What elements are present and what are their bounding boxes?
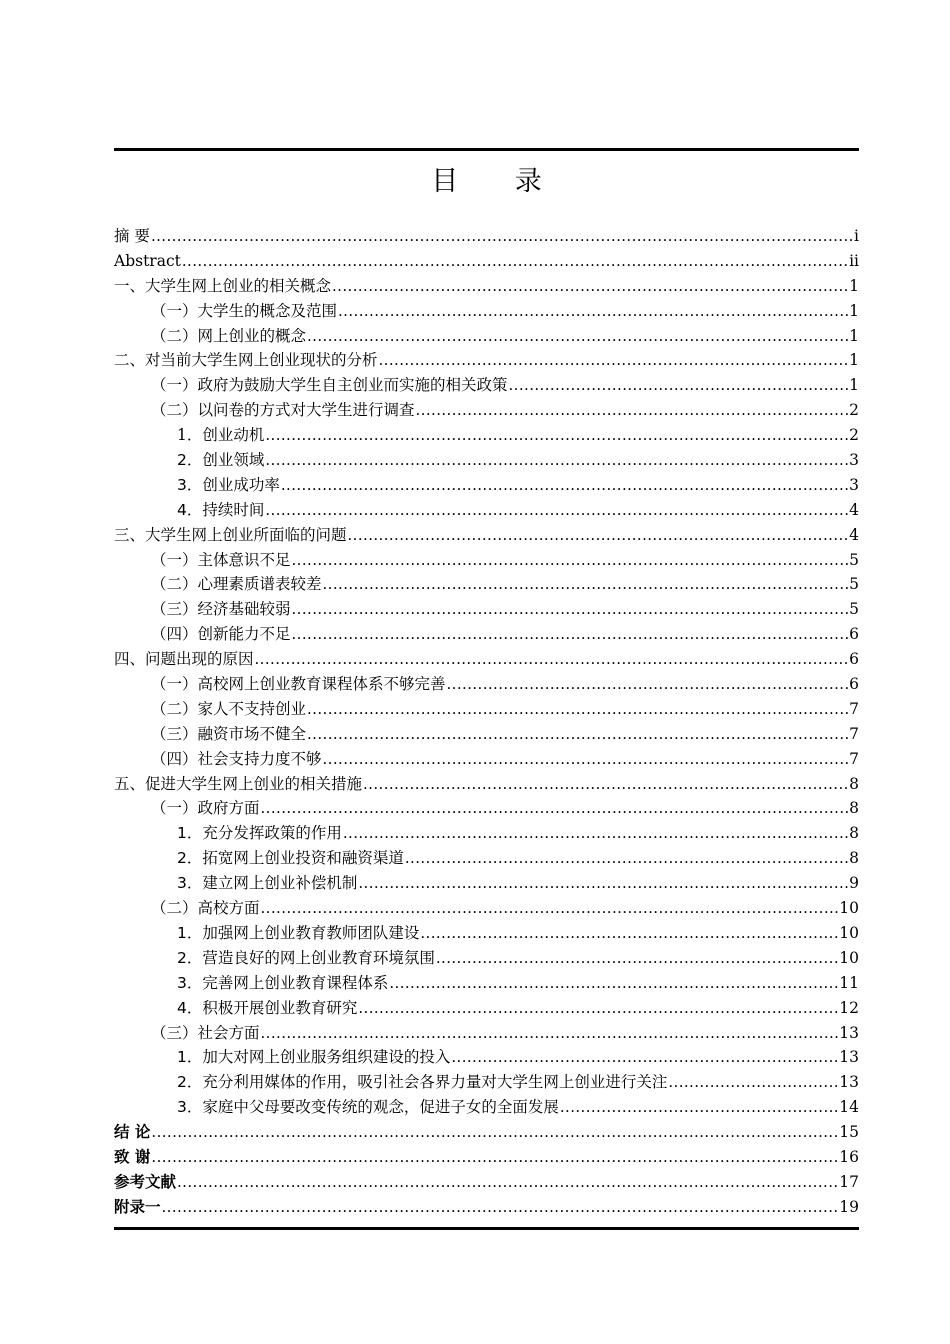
toc-entry-page-number: 13 xyxy=(839,1023,859,1042)
toc-leader-dots xyxy=(292,597,849,622)
toc-entry-label: 结 论 xyxy=(114,1123,151,1142)
toc-entry[interactable] xyxy=(114,1170,859,1195)
toc-entry-page-number: ii xyxy=(849,251,859,270)
toc-entry-page-number: 12 xyxy=(839,998,859,1017)
toc-entry[interactable] xyxy=(114,796,859,821)
toc-entry[interactable] xyxy=(114,672,859,697)
toc-leader-dots xyxy=(416,398,849,423)
toc-leader-dots xyxy=(338,299,848,324)
toc-entry[interactable] xyxy=(114,996,859,1021)
toc-leader-dots xyxy=(255,647,849,672)
toc-entry-page-number: 15 xyxy=(839,1123,859,1142)
toc-entry-page-number: 8 xyxy=(849,849,859,868)
toc-entry-label: （一）大学生的概念及范围 xyxy=(151,301,338,320)
toc-leader-dots xyxy=(560,1095,838,1120)
toc-leader-dots xyxy=(379,348,849,373)
toc-entry[interactable] xyxy=(114,647,859,672)
toc-entry-label: （二）家人不支持创业 xyxy=(151,699,307,718)
toc-entry-label: 3．创业成功率 xyxy=(177,475,280,494)
toc-entry-page-number: 11 xyxy=(839,973,859,992)
toc-leader-dots xyxy=(358,871,848,896)
toc-entry-label: 3．家庭中父母要改变传统的观念，促进子女的全面发展 xyxy=(177,1098,559,1117)
toc-entry[interactable] xyxy=(114,572,859,597)
toc-leader-dots xyxy=(420,921,838,946)
toc-entry[interactable] xyxy=(114,896,859,921)
toc-entry-label: 1．加强网上创业教育教师团队建设 xyxy=(177,923,420,942)
toc-entry[interactable] xyxy=(114,921,859,946)
toc-leader-dots xyxy=(307,324,848,349)
toc-leader-dots xyxy=(405,846,848,871)
toc-leader-dots xyxy=(668,1070,838,1095)
toc-leader-dots xyxy=(261,1021,839,1046)
toc-entry[interactable] xyxy=(114,722,859,747)
toc-entry[interactable] xyxy=(114,821,859,846)
toc-entry-label: 4．积极开展创业教育研究 xyxy=(177,998,358,1017)
toc-entry[interactable] xyxy=(114,971,859,996)
toc-entry-page-number: 16 xyxy=(839,1147,859,1166)
toc-leader-dots xyxy=(451,1045,838,1070)
toc-entry-page-number: 4 xyxy=(849,500,859,519)
toc-entry-label: （一）政府为鼓励大学生自主创业而实施的相关政策 xyxy=(151,376,508,395)
toc-entry-page-number: 8 xyxy=(849,774,859,793)
toc-leader-dots xyxy=(182,249,848,274)
toc-entry-page-number: i xyxy=(854,227,859,245)
toc-entry-page-number: 1 xyxy=(849,301,859,320)
toc-leader-dots xyxy=(265,448,848,473)
toc-leader-dots xyxy=(363,772,848,797)
toc-entry-label: （三）融资市场不健全 xyxy=(151,724,307,743)
toc-entry-label: （四）社会支持力度不够 xyxy=(151,749,322,768)
toc-leader-dots xyxy=(307,722,848,747)
toc-entry-label: Abstract xyxy=(114,251,181,270)
toc-entry-page-number: 8 xyxy=(849,824,859,843)
toc-entry-page-number: 6 xyxy=(849,625,859,644)
toc-entry-label: 二、对当前大学生网上创业现状的分析 xyxy=(114,351,378,370)
toc-entry-label: （三）经济基础较弱 xyxy=(151,600,291,619)
toc-entry[interactable] xyxy=(114,1195,859,1220)
toc-entry-page-number: 5 xyxy=(849,575,859,594)
toc-leader-dots xyxy=(323,572,849,597)
toc-entry-label: （一）高校网上创业教育课程体系不够完善 xyxy=(151,675,446,694)
toc-entry[interactable] xyxy=(114,324,859,349)
toc-leader-dots xyxy=(265,498,848,523)
toc-entry-label: 四、问题出现的原因 xyxy=(114,650,254,669)
toc-entry-label: （二）网上创业的概念 xyxy=(151,326,307,345)
toc-leader-dots xyxy=(389,971,838,996)
toc-entry-page-number: 10 xyxy=(839,923,859,942)
toc-entry[interactable] xyxy=(114,498,859,523)
toc-entry-page-number: 4 xyxy=(849,525,859,544)
toc-entry-page-number: 1 xyxy=(849,351,859,370)
toc-entry-page-number: 10 xyxy=(839,948,859,967)
toc-entry-page-number: 2 xyxy=(849,426,859,445)
table-of-contents xyxy=(114,224,859,1220)
toc-entry[interactable] xyxy=(114,597,859,622)
toc-entry-page-number: 7 xyxy=(849,724,859,743)
toc-entry-label: 2．创业领域 xyxy=(177,451,265,470)
toc-entry[interactable] xyxy=(114,1120,859,1145)
toc-entry-label: 2．充分利用媒体的作用，吸引社会各界力量对大学生网上创业进行关注 xyxy=(177,1073,668,1092)
toc-leader-dots xyxy=(292,548,849,573)
toc-entry[interactable] xyxy=(114,697,859,722)
toc-entry[interactable] xyxy=(114,299,859,324)
toc-entry-label: 2．拓宽网上创业投资和融资渠道 xyxy=(177,849,404,868)
toc-entry[interactable] xyxy=(114,846,859,871)
toc-leader-dots xyxy=(177,1170,838,1195)
toc-entry-label: （一）主体意识不足 xyxy=(151,550,291,569)
toc-entry[interactable] xyxy=(114,224,859,249)
toc-leader-dots xyxy=(261,796,849,821)
toc-entry-label: 摘 要 xyxy=(114,227,150,245)
page-title: 目 录 xyxy=(431,166,566,197)
toc-entry-page-number: 6 xyxy=(849,650,859,669)
toc-entry[interactable] xyxy=(114,274,859,299)
toc-entry-page-number: 19 xyxy=(839,1197,859,1216)
toc-entry-label: 1．创业动机 xyxy=(177,426,265,445)
toc-entry-label: 参考文献 xyxy=(114,1172,177,1191)
toc-entry-page-number: 1 xyxy=(849,376,859,395)
toc-entry[interactable] xyxy=(114,398,859,423)
toc-entry[interactable] xyxy=(114,747,859,772)
toc-entry-page-number: 2 xyxy=(849,401,859,420)
toc-entry[interactable] xyxy=(114,448,859,473)
top-rule xyxy=(114,148,859,151)
toc-leader-dots xyxy=(307,697,848,722)
toc-leader-dots xyxy=(292,622,849,647)
bottom-rule xyxy=(114,1227,859,1230)
toc-entry-page-number: 1 xyxy=(849,276,859,295)
toc-entry-label: 三、大学生网上创业所面临的问题 xyxy=(114,525,347,544)
toc-entry-page-number: 13 xyxy=(839,1073,859,1092)
toc-entry[interactable] xyxy=(114,946,859,971)
toc-leader-dots xyxy=(358,996,838,1021)
toc-entry-page-number: 7 xyxy=(849,699,859,718)
toc-entry-page-number: 6 xyxy=(849,675,859,694)
toc-entry-label: 五、促进大学生网上创业的相关措施 xyxy=(114,774,363,793)
toc-entry-label: 附录一 xyxy=(114,1197,161,1216)
toc-entry-page-number: 10 xyxy=(839,899,859,918)
toc-entry-page-number: 17 xyxy=(839,1172,859,1191)
toc-entry[interactable] xyxy=(114,622,859,647)
toc-entry-label: 2．营造良好的网上创业教育环境氛围 xyxy=(177,948,435,967)
toc-entry[interactable] xyxy=(114,423,859,448)
toc-entry-page-number: 7 xyxy=(849,749,859,768)
toc-leader-dots xyxy=(436,946,838,971)
toc-entry-page-number: 3 xyxy=(849,451,859,470)
toc-entry-label: （二）以问卷的方式对大学生进行调查 xyxy=(151,401,415,420)
toc-leader-dots xyxy=(265,423,848,448)
toc-entry-label: 一、大学生网上创业的相关概念 xyxy=(114,276,332,295)
toc-entry-label: 3．建立网上创业补偿机制 xyxy=(177,874,358,893)
toc-entry[interactable] xyxy=(114,1021,859,1046)
toc-entry[interactable] xyxy=(114,1045,859,1070)
toc-entry-page-number: 13 xyxy=(839,1048,859,1067)
toc-entry-page-number: 9 xyxy=(849,874,859,893)
toc-entry[interactable] xyxy=(114,249,859,274)
toc-entry-label: （三）社会方面 xyxy=(151,1023,260,1042)
toc-leader-dots xyxy=(343,821,848,846)
toc-leader-dots xyxy=(447,672,849,697)
toc-leader-dots xyxy=(509,373,849,398)
toc-entry[interactable] xyxy=(114,1145,859,1170)
toc-leader-dots xyxy=(332,274,848,299)
toc-entry-page-number: 14 xyxy=(839,1098,859,1117)
toc-entry[interactable] xyxy=(114,548,859,573)
toc-entry-label: 1．加大对网上创业服务组织建设的投入 xyxy=(177,1048,451,1067)
toc-entry-label: （二）心理素质谱表较差 xyxy=(151,575,322,594)
toc-entry-label: （一）政府方面 xyxy=(151,799,260,818)
toc-entry-page-number: 3 xyxy=(849,475,859,494)
toc-entry[interactable] xyxy=(114,1095,859,1120)
toc-leader-dots xyxy=(281,473,848,498)
toc-entry-label: 4．持续时间 xyxy=(177,500,265,519)
toc-leader-dots xyxy=(151,224,853,249)
toc-entry-page-number: 5 xyxy=(849,600,859,619)
toc-leader-dots xyxy=(261,896,839,921)
toc-entry[interactable] xyxy=(114,772,859,797)
toc-entry-label: 3．完善网上创业教育课程体系 xyxy=(177,973,389,992)
toc-entry-page-number: 1 xyxy=(849,326,859,345)
toc-leader-dots xyxy=(348,523,849,548)
toc-entry-page-number: 5 xyxy=(849,550,859,569)
toc-leader-dots xyxy=(151,1145,838,1170)
toc-entry-label: 致 谢 xyxy=(114,1147,151,1166)
toc-entry[interactable] xyxy=(114,1070,859,1095)
toc-entry[interactable] xyxy=(114,373,859,398)
toc-entry-label: （二）高校方面 xyxy=(151,899,260,918)
toc-entry[interactable] xyxy=(114,348,859,373)
toc-entry-label: （四）创新能力不足 xyxy=(151,625,291,644)
toc-leader-dots xyxy=(151,1120,838,1145)
toc-entry[interactable] xyxy=(114,871,859,896)
toc-entry[interactable] xyxy=(114,523,859,548)
toc-entry-label: 1．充分发挥政策的作用 xyxy=(177,824,342,843)
toc-leader-dots xyxy=(323,747,849,772)
toc-leader-dots xyxy=(162,1195,839,1220)
toc-entry[interactable] xyxy=(114,473,859,498)
toc-entry-page-number: 8 xyxy=(849,799,859,818)
